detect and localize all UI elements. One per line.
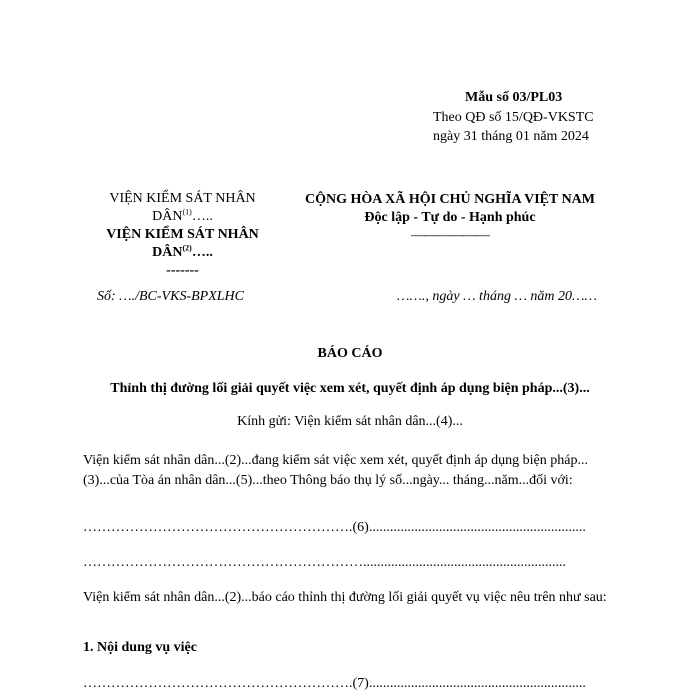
agency-divider: -------	[166, 263, 199, 278]
body-paragraph-2: Viện kiểm sát nhân dân...(2)...báo cáo thỉnh thị đường lối giải quyết vụ việc nêu trên như sau:	[83, 590, 607, 605]
document-date: ……., ngày … tháng … năm 20……	[397, 289, 597, 304]
national-header	[290, 191, 610, 245]
document-number: Số: …./BC-VKS-BPXLHC	[97, 289, 244, 304]
document-title: BÁO CÁO	[317, 346, 383, 361]
section-heading-1: 1. Nội dung vụ việc	[83, 640, 197, 655]
agency-line-1: VIỆN KIỂM SÁT NHÂN	[109, 191, 256, 206]
fill-in-line-7: ………………………………………………….(7)..............................................................	[83, 676, 586, 691]
form-reference-date: ngày 31 tháng 01 năm 2024	[433, 129, 589, 144]
nation-divider: ——————	[411, 228, 489, 243]
fill-in-line-6: ………………………………………………….(6)..............................................................	[83, 520, 586, 535]
body-paragraph-1: Viện kiểm sát nhân dân...(2)...đang kiểm sát việc xem xét, quyết định áp dụng biện pháp...(3)...của Tòa án nhân dân...(5)...theo Thông báo thụ lý số...ngày... tháng...năm...đối với:	[83, 453, 588, 488]
recipient-line: Kính gửi: Viện kiểm sát nhân dân...(4)...	[237, 414, 463, 429]
agency-line-2: VIỆN KIỂM SÁT NHÂN	[106, 227, 259, 242]
agency-line-1b: DÂN$^{(1)}$…..	[152, 207, 213, 224]
fill-in-line-blank: ……………………………………………………..........................................................	[83, 555, 566, 570]
nation-name: CỘNG HÒA XÃ HỘI CHỦ NGHĨA VIỆT NAM	[304, 192, 595, 207]
document-subtitle: Thỉnh thị đường lối giải quyết việc xem xét, quyết định áp dụng biện pháp...(3)...	[110, 381, 590, 396]
nation-motto: Độc lập - Tự do - Hạnh phúc	[364, 210, 536, 225]
issuing-agency-block	[90, 190, 275, 280]
agency-line-2b: DÂN$^{(2)}$…..	[152, 243, 213, 260]
form-reference-line: Theo QĐ số 15/QĐ-VKSTC	[433, 110, 594, 125]
form-code: Mẫu số 03/PL03	[465, 90, 563, 105]
